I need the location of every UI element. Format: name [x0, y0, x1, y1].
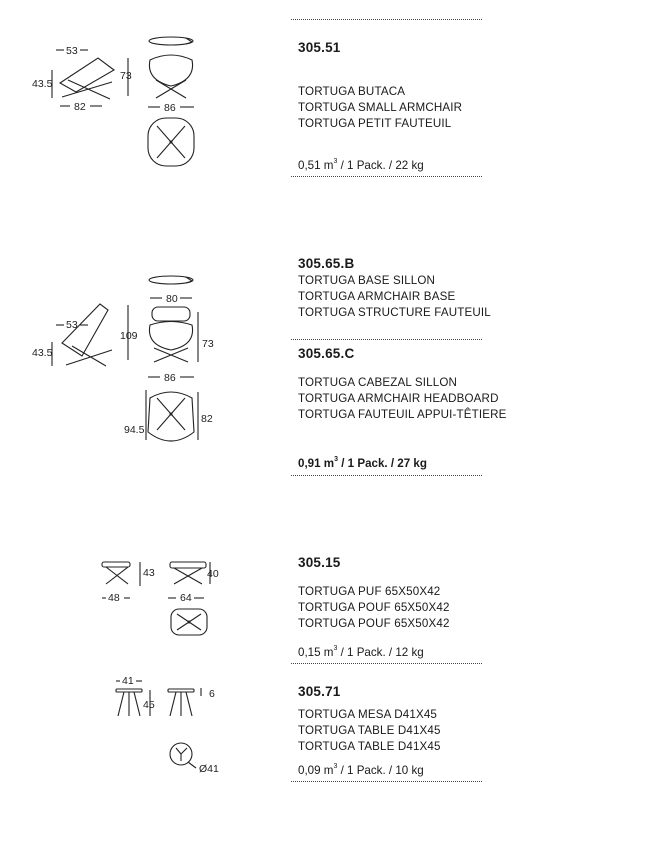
- dimension-label: 82: [74, 101, 86, 113]
- separator-line: [291, 663, 482, 664]
- dimension-label: 80: [166, 293, 178, 305]
- separator-line: [291, 19, 482, 20]
- product-spec: 0,91 $m^3 / 1$ Pack. / 27 kg: [298, 456, 427, 470]
- pouf-plan-view: [171, 609, 207, 635]
- dimension-label: Ø41: [199, 763, 219, 775]
- product-name: TORTUGA ARMCHAIR BASE: [298, 290, 456, 303]
- separator-line: [291, 339, 482, 340]
- small-armchair-front-view: [120, 37, 194, 114]
- dimension-label: 73: [202, 338, 214, 350]
- product-name: TORTUGA MESA D41X45: [298, 708, 438, 721]
- dimension-label: 43.5: [32, 78, 53, 90]
- dimension-label: 109: [120, 330, 138, 342]
- armchair-front-view: [148, 276, 214, 384]
- dimension-label: 73: [120, 70, 132, 82]
- separator-line: [291, 781, 482, 782]
- product-spec: 0,51 $m^3 / 1$ Pack. / 22 kg: [298, 158, 424, 172]
- dimension-label: 53: [66, 319, 78, 331]
- product-name: TORTUGA ARMCHAIR HEADBOARD: [298, 392, 499, 405]
- product-name: TORTUGA CABEZAL SILLON: [298, 376, 458, 389]
- armchair-plan-view: [124, 390, 213, 441]
- small-armchair-plan-view: [148, 118, 194, 166]
- product-name: TORTUGA SMALL ARMCHAIR: [298, 101, 463, 114]
- dimension-label: 64: [180, 592, 192, 604]
- dimension-label: 40: [207, 568, 219, 580]
- table-side-view: [116, 675, 155, 716]
- table-plan-view: [170, 743, 219, 775]
- product-code: 305.65.C: [298, 346, 355, 361]
- product-code: 305.65.B: [298, 256, 355, 271]
- product-code: 305.51: [298, 40, 341, 55]
- product-name: TORTUGA TABLE D41X45: [298, 740, 441, 753]
- dimension-label: 41: [122, 675, 134, 687]
- dimension-label: 48: [108, 592, 120, 604]
- product-code: 305.71: [298, 684, 341, 699]
- dimension-label: 86: [164, 372, 176, 384]
- dimension-label: 94.5: [124, 424, 145, 436]
- separator-line: [291, 176, 482, 177]
- product-name: TORTUGA PETIT FAUTEUIL: [298, 117, 452, 130]
- product-code: 305.15: [298, 555, 341, 570]
- dimension-label: 53: [66, 45, 78, 57]
- dimension-label: 86: [164, 102, 176, 114]
- product-name: TORTUGA STRUCTURE FAUTEUIL: [298, 306, 491, 319]
- small-armchair-side-view: [32, 45, 114, 113]
- dimension-label: 43: [143, 567, 155, 579]
- pouf-side-view: [102, 562, 155, 604]
- dimension-label: 43.5: [32, 347, 53, 359]
- dimension-label: 45: [143, 699, 155, 711]
- product-name: TORTUGA PUF 65X50X42: [298, 585, 441, 598]
- table-front-view: [168, 688, 215, 716]
- product-spec: 0,09 $m^3 / 1$ Pack. / 10 kg: [298, 763, 424, 777]
- pouf-front-view: [168, 562, 219, 604]
- product-name: TORTUGA TABLE D41X45: [298, 724, 441, 737]
- dimension-label: 82: [201, 413, 213, 425]
- armchair-side-view: [32, 304, 138, 366]
- product-name: TORTUGA POUF 65X50X42: [298, 617, 450, 630]
- product-name: TORTUGA BUTACA: [298, 85, 406, 98]
- separator-line: [291, 475, 482, 476]
- dimension-label: 6: [209, 688, 215, 700]
- product-name: TORTUGA BASE SILLON: [298, 274, 436, 287]
- product-name: TORTUGA POUF 65X50X42: [298, 601, 450, 614]
- product-name: TORTUGA FAUTEUIL APPUI-TÊTIERE: [298, 408, 507, 421]
- product-spec: 0,15 $m^3 / 1$ Pack. / 12 kg: [298, 645, 424, 659]
- technical-drawings: [0, 0, 290, 847]
